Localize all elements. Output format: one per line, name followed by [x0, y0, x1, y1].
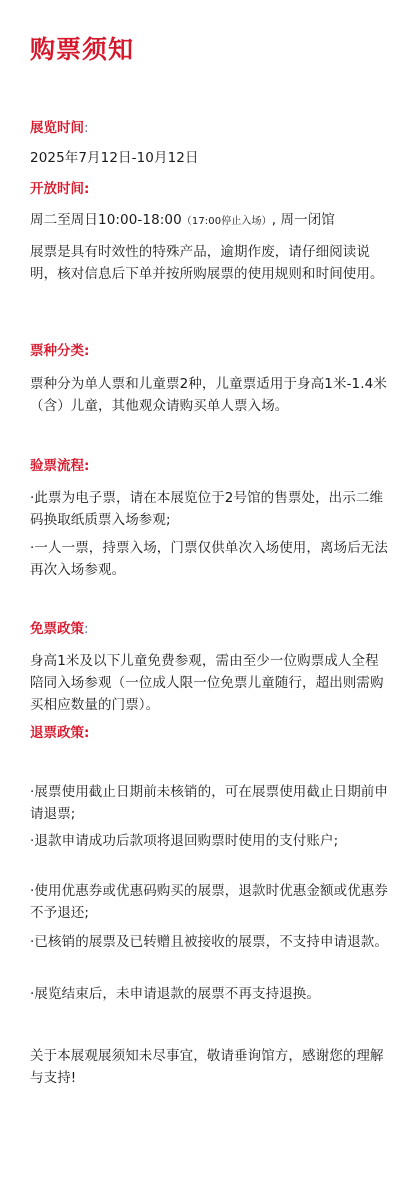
exhibition-time-heading	[30, 118, 89, 138]
refund-policy-heading: 退票政策:	[30, 725, 90, 741]
refund-item: ·展票使用截止日期前未核销的，可在展票使用截止日期前申请退票;	[30, 784, 388, 822]
opening-hours: 周二至周日10:00-18:00	[30, 212, 182, 228]
free-policy-heading-colon: :	[84, 621, 89, 637]
verification-item: ·一人一票，持票入场，门票仅供单次入场使用，离场后无法再次入场参观。	[30, 540, 388, 578]
ticket-types-text: 票种分为单人票和儿童票2种，儿童票适用于身高1米-1.4米（含）儿童，其他观众请购买单人票入场。	[30, 376, 387, 414]
verification-item: ·此票为电子票，请在本展览位于2号馆的售票处，出示二维码换取纸质票入场参观;	[30, 490, 384, 528]
free-policy-text: 身高1米及以下儿童免费参观，需由至少一位购票成人全程陪同入场参观（一位成人限一位免票儿童随行，超出则需购买相应数量的门票）。	[30, 653, 384, 713]
exhibition-time-value: 2025年7月12日-10月12日	[30, 150, 199, 166]
last-entry-note: （17:00停止入场）	[181, 216, 272, 227]
refund-item: ·退款申请成功后款项将退回购票时使用的支付账户;	[30, 833, 339, 849]
refund-item: ·使用优惠券或优惠码购买的展票，退款时优惠金额或优惠券不予退还;	[30, 883, 388, 921]
free-policy-heading-label: 免票政策	[30, 621, 84, 637]
closing-note: 关于本展观展须知未尽事宜，敬请垂询馆方，感谢您的理解与支持!	[30, 1048, 384, 1086]
refund-item: ·展览结束后，未申请退款的展票不再支持退换。	[30, 986, 320, 1002]
opening-time-heading: 开放时间:	[30, 181, 90, 197]
ticket-types-heading: 票种分类:	[30, 343, 90, 359]
page-title: 购票须知	[30, 35, 135, 64]
closed-day: , 周一闭馆	[271, 212, 335, 228]
opening-time-value	[30, 209, 390, 233]
verification-heading: 验票流程:	[30, 458, 90, 474]
free-policy-heading	[30, 619, 89, 639]
refund-item: ·已核销的展票及已转赠且被接收的展票，不支持申请退款。	[30, 934, 388, 950]
validity-notice: 展票是具有时效性的特殊产品，逾期作废，请仔细阅读说明，核对信息后下单并按所购展票的使用规则和时间使用。	[30, 244, 384, 282]
exhibition-time-heading-label: 展览时间	[30, 120, 84, 136]
exhibition-time-heading-colon: :	[84, 120, 89, 136]
